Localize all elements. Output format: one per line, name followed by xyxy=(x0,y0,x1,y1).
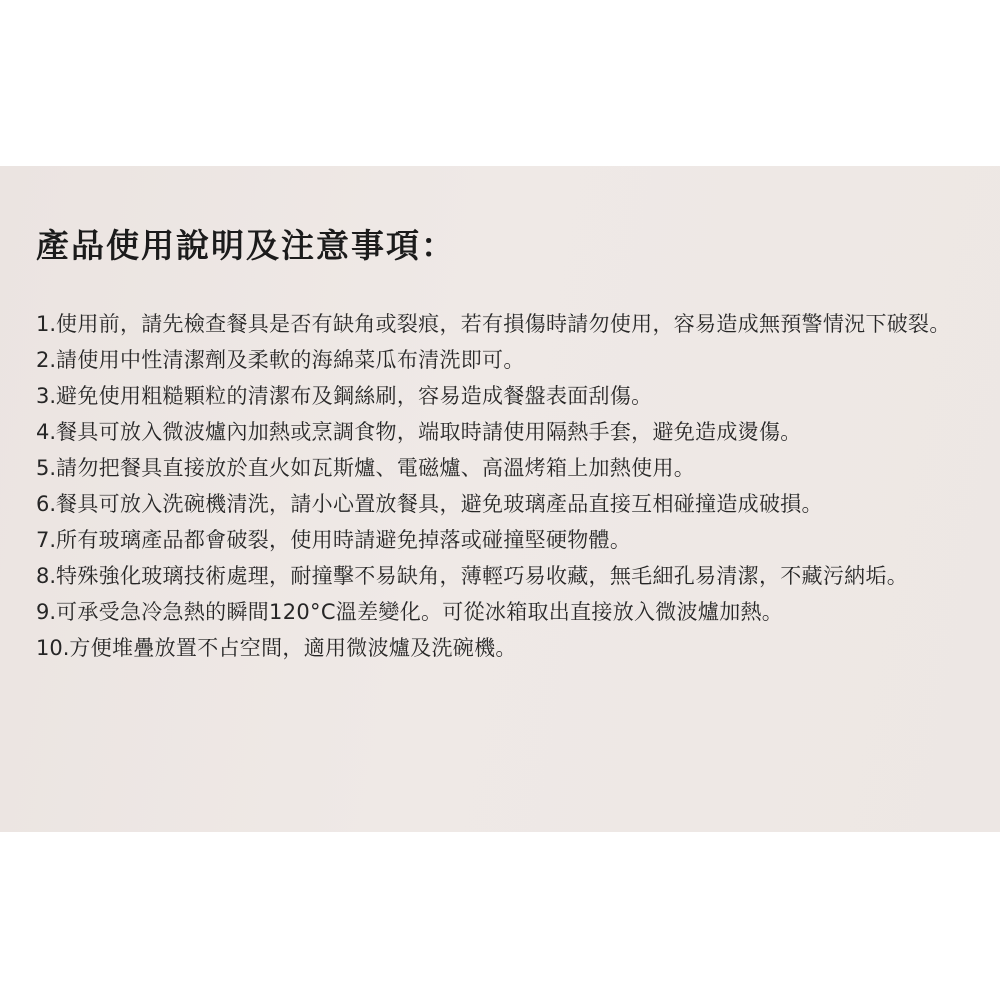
list-item xyxy=(36,342,976,378)
list-item xyxy=(36,558,976,594)
list-item xyxy=(36,486,976,522)
item-text: 餐具可放入洗碗機清洗，請小心置放餐具，避免玻璃產品直接互相碰撞造成破損。 xyxy=(56,492,823,516)
item-text: 特殊強化玻璃技術處理，耐撞擊不易缺角，薄輕巧易收藏，無毛細孔易清潔，不藏污納垢。 xyxy=(56,564,909,588)
item-number: 10. xyxy=(36,636,70,660)
item-number: 5. xyxy=(36,456,57,480)
list-item xyxy=(36,414,976,450)
item-number: 3. xyxy=(36,384,57,408)
item-text: 請使用中性清潔劑及柔軟的海綿菜瓜布清洗即可。 xyxy=(56,348,525,372)
item-number: 8. xyxy=(36,564,57,588)
list-item xyxy=(36,378,976,414)
list-item xyxy=(36,630,976,666)
document-title: 產品使用說明及注意事項： xyxy=(36,226,456,265)
item-number: 6. xyxy=(36,492,57,516)
item-text: 請勿把餐具直接放於直火如瓦斯爐、電磁爐、高溫烤箱上加熱使用。 xyxy=(56,456,696,480)
list-item xyxy=(36,306,976,342)
item-number: 9. xyxy=(36,600,57,624)
item-number: 4. xyxy=(36,420,57,444)
item-number: 1. xyxy=(36,312,57,336)
list-item xyxy=(36,522,976,558)
item-text: 方便堆疊放置不占空間，適用微波爐及洗碗機。 xyxy=(69,636,517,660)
item-text: 所有玻璃產品都會破裂，使用時請避免掉落或碰撞堅硬物體。 xyxy=(56,528,632,552)
instruction-list xyxy=(36,306,976,666)
item-text: 避免使用粗糙顆粒的清潔布及鋼絲刷，容易造成餐盤表面刮傷。 xyxy=(56,384,653,408)
item-text: 可承受急冷急熱的瞬間120°C溫差變化。可從冰箱取出直接放入微波爐加熱。 xyxy=(56,600,784,624)
item-text: 使用前，請先檢查餐具是否有缺角或裂痕，若有損傷時請勿使用，容易造成無預警情況下破裂。 xyxy=(56,312,951,336)
instruction-card xyxy=(0,166,1000,832)
list-item xyxy=(36,450,976,486)
item-number: 7. xyxy=(36,528,57,552)
list-item xyxy=(36,594,976,630)
item-number: 2. xyxy=(36,348,57,372)
item-text: 餐具可放入微波爐內加熱或烹調食物，端取時請使用隔熱手套，避免造成燙傷。 xyxy=(56,420,802,444)
